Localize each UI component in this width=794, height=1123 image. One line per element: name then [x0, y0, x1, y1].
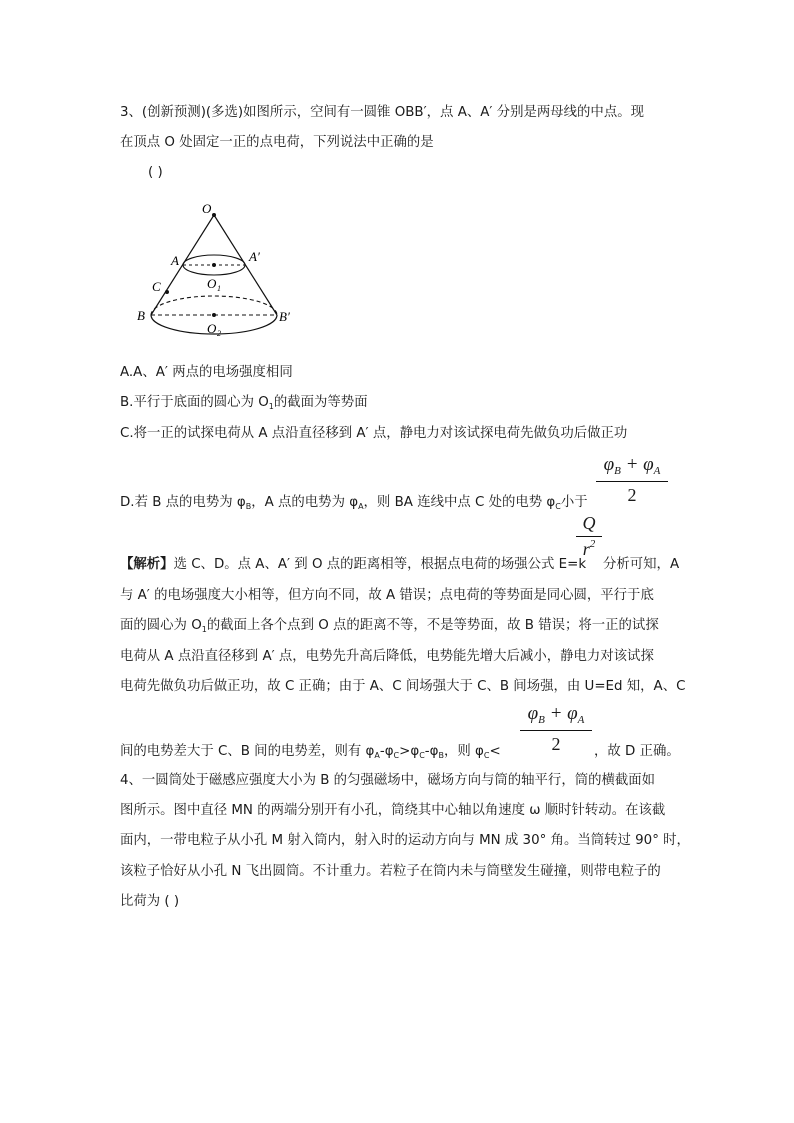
label-o2: O — [207, 321, 217, 336]
cone-figure — [130, 195, 300, 345]
q3-option-c: C.将一正的试探电荷从 A 点沿直径移到 A′ 点，静电力对该试探电荷先做负功后做正功 — [120, 426, 628, 441]
label-b-prime: B′ — [279, 309, 290, 324]
q3-option-d: D.若 B 点的电势为 $\varphi_B$，A 点的电势为 $\varphi_A$，则 BA 连线中点 C 处的电势 $\varphi_C$小于 — [120, 495, 588, 511]
q3-stem-line-1: 3、(创新预测)(多选)如图所示，空间有一圆锥 OBB′，点 A、A′ 分别是两母线的中点。现 — [120, 105, 644, 120]
label-o2-sub: 2 — [217, 329, 221, 338]
label-c: C — [152, 279, 161, 294]
label-o: O — [202, 201, 212, 216]
option-d-fraction: $\varphi_B + \varphi_A$ 2 — [596, 454, 668, 506]
coulomb-fraction: Q $r^2$ — [576, 513, 602, 560]
label-o1: O — [207, 276, 217, 291]
point-o2 — [212, 313, 216, 317]
q4-line-4: 该粒子恰好从小孔 N 飞出圆筒。不计重力。若粒子在筒内未与筒壁发生碰撞，则带电粒子的 — [120, 864, 661, 879]
analysis-line-3: 面的圆心为 $O_1$的截面上各个点到 O 点的距离不等，不是等势面，故 B 错误；将一正的试探 — [120, 618, 659, 634]
q3-answer-parentheses: ( ) — [148, 165, 163, 180]
label-a: A — [171, 253, 179, 268]
point-o — [212, 213, 216, 217]
analysis-line-1: 【解析】选 C、D。点 A、A′ 到 O 点的距离相等，根据点电荷的场强公式 E=k — [120, 557, 587, 572]
q3-option-b: B.平行于底面的圆心为 $O_1$的截面为等势面 — [120, 395, 368, 411]
q4-line-5: 比荷为 ( ) — [120, 894, 180, 909]
analysis-line-5: 电荷先做负功后做正功，故 C 正确；由于 A、C 间场强大于 C、B 间场强，由 U=Ed 知，A、C — [120, 679, 686, 694]
point-c — [165, 290, 169, 294]
base-ellipse-back — [151, 296, 277, 315]
q4-line-2: 图所示。图中直径 MN 的两端分别开有小孔，筒绕其中心轴以角速度 ω 顺时针转动。在该截 — [120, 803, 666, 818]
analysis-line-1-tail: 分析可知，A — [603, 557, 680, 572]
q3-stem-line-2: 在顶点 O 处固定一正的点电荷，下列说法中正确的是 — [120, 135, 434, 150]
point-o1 — [212, 263, 216, 267]
label-o1-sub: 1 — [217, 284, 221, 293]
label-b: B — [137, 308, 145, 323]
q3-option-a: A.A、A′ 两点的电场强度相同 — [120, 365, 293, 380]
analysis-line-4: 电荷从 A 点沿直径移到 A′ 点，电势先升高后降低，电势能先增大后减小，静电力对该试探 — [120, 649, 654, 664]
label-a-prime: A′ — [249, 249, 260, 264]
analysis-line-6-tail: ，故 D 正确。 — [594, 744, 680, 759]
q4-line-3: 面内，一带电粒子从小孔 M 射入筒内，射入时的运动方向与 MN 成 30° 角。当筒转过 90° 时， — [120, 833, 690, 848]
analysis-line-6: 间的电势差大于 C、B 间的电势差，则有 $\varphi_A-\varphi_C>\varphi_C-\varphi_B$，则 $\varphi_C<$ — [120, 744, 501, 760]
analysis-fraction: $\varphi_B + \varphi_A$ 2 — [520, 703, 592, 755]
q4-line-1: 4、一圆筒处于磁感应强度大小为 B 的匀强磁场中，磁场方向与筒的轴平行，筒的横截面如 — [120, 773, 656, 788]
analysis-line-2: 与 A′ 的电场强度大小相等，但方向不同，故 A 错误；点电荷的等势面是同心圆，平行于底 — [120, 588, 654, 603]
